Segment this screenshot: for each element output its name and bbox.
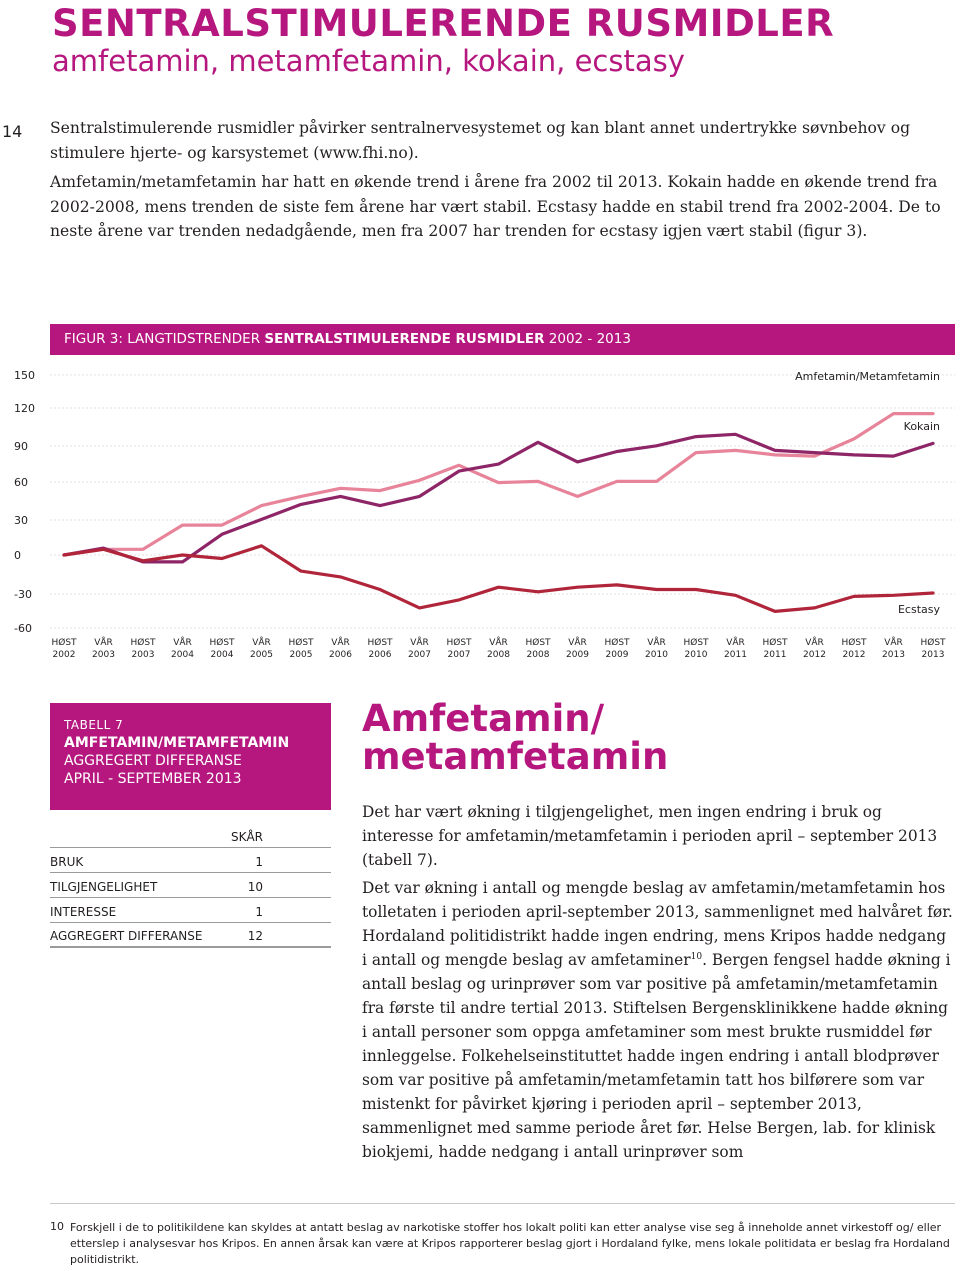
- x-tick-label: 2011: [763, 650, 787, 660]
- x-tick-label: HØST: [525, 638, 551, 648]
- x-tick-label: 2006: [329, 650, 352, 660]
- trend-line-chart: [0, 362, 960, 667]
- table-row-label: TILGJENGELIGHET: [50, 872, 220, 897]
- x-tick-label: VÅR: [647, 638, 666, 648]
- x-tick-label: VÅR: [331, 638, 350, 648]
- table-row-label: AGGREGERT DIFFERANSE: [50, 922, 220, 947]
- series-label: Ecstasy: [897, 603, 940, 616]
- table-row: [50, 897, 331, 922]
- x-tick-label: HØST: [604, 638, 630, 648]
- x-tick-label: VÅR: [489, 638, 508, 648]
- page-title: SENTRALSTIMULERENDE RUSMIDLER: [52, 2, 835, 45]
- table-row-value: 12: [220, 922, 331, 947]
- x-tick-label: 2013: [882, 650, 905, 660]
- y-tick-label: 120: [14, 402, 35, 415]
- series-line-kokain: [64, 434, 933, 562]
- section-heading: [362, 697, 669, 778]
- series-label: Amfetamin/Metamfetamin: [795, 370, 940, 383]
- x-tick-label: VÅR: [252, 638, 271, 648]
- x-tick-label: HØST: [209, 638, 235, 648]
- y-tick-label: 0: [14, 549, 21, 562]
- x-tick-label: HØST: [841, 638, 867, 648]
- series-line-ecstasy: [64, 546, 933, 612]
- chart-series-labels: [795, 370, 940, 616]
- figure-caption-bold: SENTRALSTIMULERENDE RUSMIDLER: [264, 331, 545, 347]
- section-heading-line-1: Amfetamin/: [362, 697, 605, 740]
- x-tick-label: HØST: [51, 638, 77, 648]
- table-row-value: 10: [220, 872, 331, 897]
- x-tick-label: VÅR: [726, 638, 745, 648]
- intro-paragraph-1: Sentralstimulerende rusmidler påvirker sentralnervesystemet og kan blant annet undertrykke søvnbehov og stimulere hjerte- og karsystemet (www.fhi.no).: [50, 119, 911, 162]
- figure-caption-banner: [50, 324, 955, 355]
- table-col-header: SKÅR: [220, 822, 331, 847]
- x-tick-label: 2005: [250, 650, 273, 660]
- x-tick-label: 2010: [645, 650, 668, 660]
- x-tick-label: 2003: [92, 650, 115, 660]
- x-tick-label: VÅR: [94, 638, 113, 648]
- intro-paragraph-2: Amfetamin/metamfetamin har hatt en økende trend i årene fra 2002 til 2013. Kokain hadde en økende trend fra 2002-2008, mens trenden de siste fem årene har vært stabil. Ecstasy hadde en stabil trend fra 2002-2004. De to neste årene var trenden nedadgående, men fra 2007 har trenden for ecstasy igjen vært stabil (figur 3).: [50, 173, 941, 240]
- x-tick-label: HØST: [683, 638, 709, 648]
- x-tick-label: 2011: [724, 650, 747, 660]
- y-tick-label: 150: [14, 369, 35, 382]
- x-tick-label: 2002: [52, 650, 76, 660]
- table-row: [50, 847, 331, 872]
- body-paragraph-2a: Det var økning i antall og mengde beslag av amfetamin/metamfetamin hos tolletaten i perioden april-september 2013, sammenlignet med halvåret før. Hordaland politidistrikt hadde ingen endring, mens Kripos hadde nedgang i antall og mengde beslag av amfetaminer: [362, 879, 953, 969]
- x-tick-label: 2012: [803, 650, 826, 660]
- x-tick-label: HØST: [367, 638, 393, 648]
- score-table: [50, 822, 331, 948]
- table-row-label: INTERESSE: [50, 897, 220, 922]
- table-subtitle: AGGREGERT DIFFERANSE: [64, 753, 242, 769]
- section-body: [362, 800, 954, 1168]
- body-paragraph-1: Det har vært økning i tilgjengelighet, men ingen endring i bruk og interesse for amfetamin/metamfetamin i perioden april – september 2013 (tabell 7).: [362, 803, 938, 869]
- table-row: [50, 872, 331, 897]
- intro-text: [50, 116, 950, 249]
- figure-caption-suffix: 2002 - 2013: [544, 331, 631, 347]
- chart-series: [64, 414, 933, 612]
- y-tick-label: 60: [14, 476, 28, 489]
- y-tick-label: 30: [14, 514, 28, 527]
- chart-x-axis: [51, 636, 946, 660]
- y-tick-label: -30: [14, 588, 32, 601]
- x-tick-label: 2013: [921, 650, 945, 660]
- footnote-text: Forskjell i de to politikildene kan skyldes at antatt beslag av narkotiske stoffer hos lokalt politi kan etter analyse vise seg å inneholde annet virkestoff og/ eller etterslep i analysesvar hos Kripos. En annen årsak kan være at Kripos rapporterer beslag gjort i Hordaland fylke, mens lokale politidata er beslag fra Hordaland politidistrikt.: [70, 1221, 950, 1266]
- page-number: 14: [2, 122, 23, 141]
- table-row-value: 1: [220, 847, 331, 872]
- x-tick-label: VÅR: [805, 638, 824, 648]
- x-tick-label: 2012: [842, 650, 866, 660]
- x-tick-label: 2006: [368, 650, 392, 660]
- table-title-box: [50, 703, 331, 810]
- chart-y-axis: [14, 369, 35, 635]
- x-tick-label: HØST: [288, 638, 314, 648]
- figure-caption-prefix: FIGUR 3: LANGTIDSTRENDER: [64, 331, 265, 347]
- x-tick-label: 2004: [210, 650, 234, 660]
- series-label: Kokain: [903, 420, 940, 433]
- x-tick-label: 2008: [526, 650, 550, 660]
- body-paragraph-2: [362, 876, 954, 1164]
- section-heading-line-2: metamfetamin: [362, 735, 669, 778]
- footnote-number: 10: [50, 1220, 64, 1233]
- table-header-row: [50, 822, 331, 847]
- x-tick-label: VÅR: [568, 638, 587, 648]
- body-paragraph-2b: . Bergen fengsel hadde økning i antall beslag og urinprøver som var positive på amfetamin/metamfetamin fra første til andre tertial 2013. Stiftelsen Bergensklinikkene hadde økning i antall personer som oppga amfetaminer som mest brukte rusmiddel før innleggelse. Folkehelseinstituttet hadde ingen endring i antall blodprøver som var positive på amfetamin/metamfetamin tatt hos bilførere som var mistenkt for påvirket kjøring i perioden april – september 2013, sammenlignet med samme periode året før. Helse Bergen, lab. for klinisk biokjemi, hadde nedgang i antall urinprøver som: [362, 951, 951, 1161]
- x-tick-label: HØST: [130, 638, 156, 648]
- footnote-reference: 10: [690, 951, 703, 962]
- x-tick-label: VÅR: [410, 638, 429, 648]
- x-tick-label: 2007: [447, 650, 471, 660]
- x-tick-label: HØST: [920, 638, 946, 648]
- series-line-amfetamin-metamfetamin: [64, 414, 933, 555]
- x-tick-label: VÅR: [173, 638, 192, 648]
- footnote-divider: [50, 1203, 955, 1204]
- x-tick-label: 2003: [131, 650, 155, 660]
- table-row-value: 1: [220, 897, 331, 922]
- page-subtitle: amfetamin, metamfetamin, kokain, ecstasy: [52, 44, 685, 78]
- table-row-label: BRUK: [50, 847, 220, 872]
- table-period: APRIL - SEPTEMBER 2013: [64, 771, 242, 787]
- table-number: TABELL 7: [64, 718, 124, 732]
- x-tick-label: VÅR: [884, 638, 903, 648]
- x-tick-label: HØST: [446, 638, 472, 648]
- x-tick-label: 2007: [408, 650, 431, 660]
- x-tick-label: 2009: [566, 650, 589, 660]
- y-tick-label: -60: [14, 622, 32, 635]
- x-tick-label: 2005: [289, 650, 313, 660]
- x-tick-label: 2008: [487, 650, 510, 660]
- x-tick-label: HØST: [762, 638, 788, 648]
- x-tick-label: 2010: [684, 650, 708, 660]
- chart-gridlines: [50, 375, 955, 628]
- x-tick-label: 2004: [171, 650, 194, 660]
- table-row: [50, 922, 331, 947]
- x-tick-label: 2009: [605, 650, 629, 660]
- y-tick-label: 90: [14, 440, 28, 453]
- table-header-blank: [50, 822, 220, 847]
- table-title: AMFETAMIN/METAMFETAMIN: [64, 735, 290, 751]
